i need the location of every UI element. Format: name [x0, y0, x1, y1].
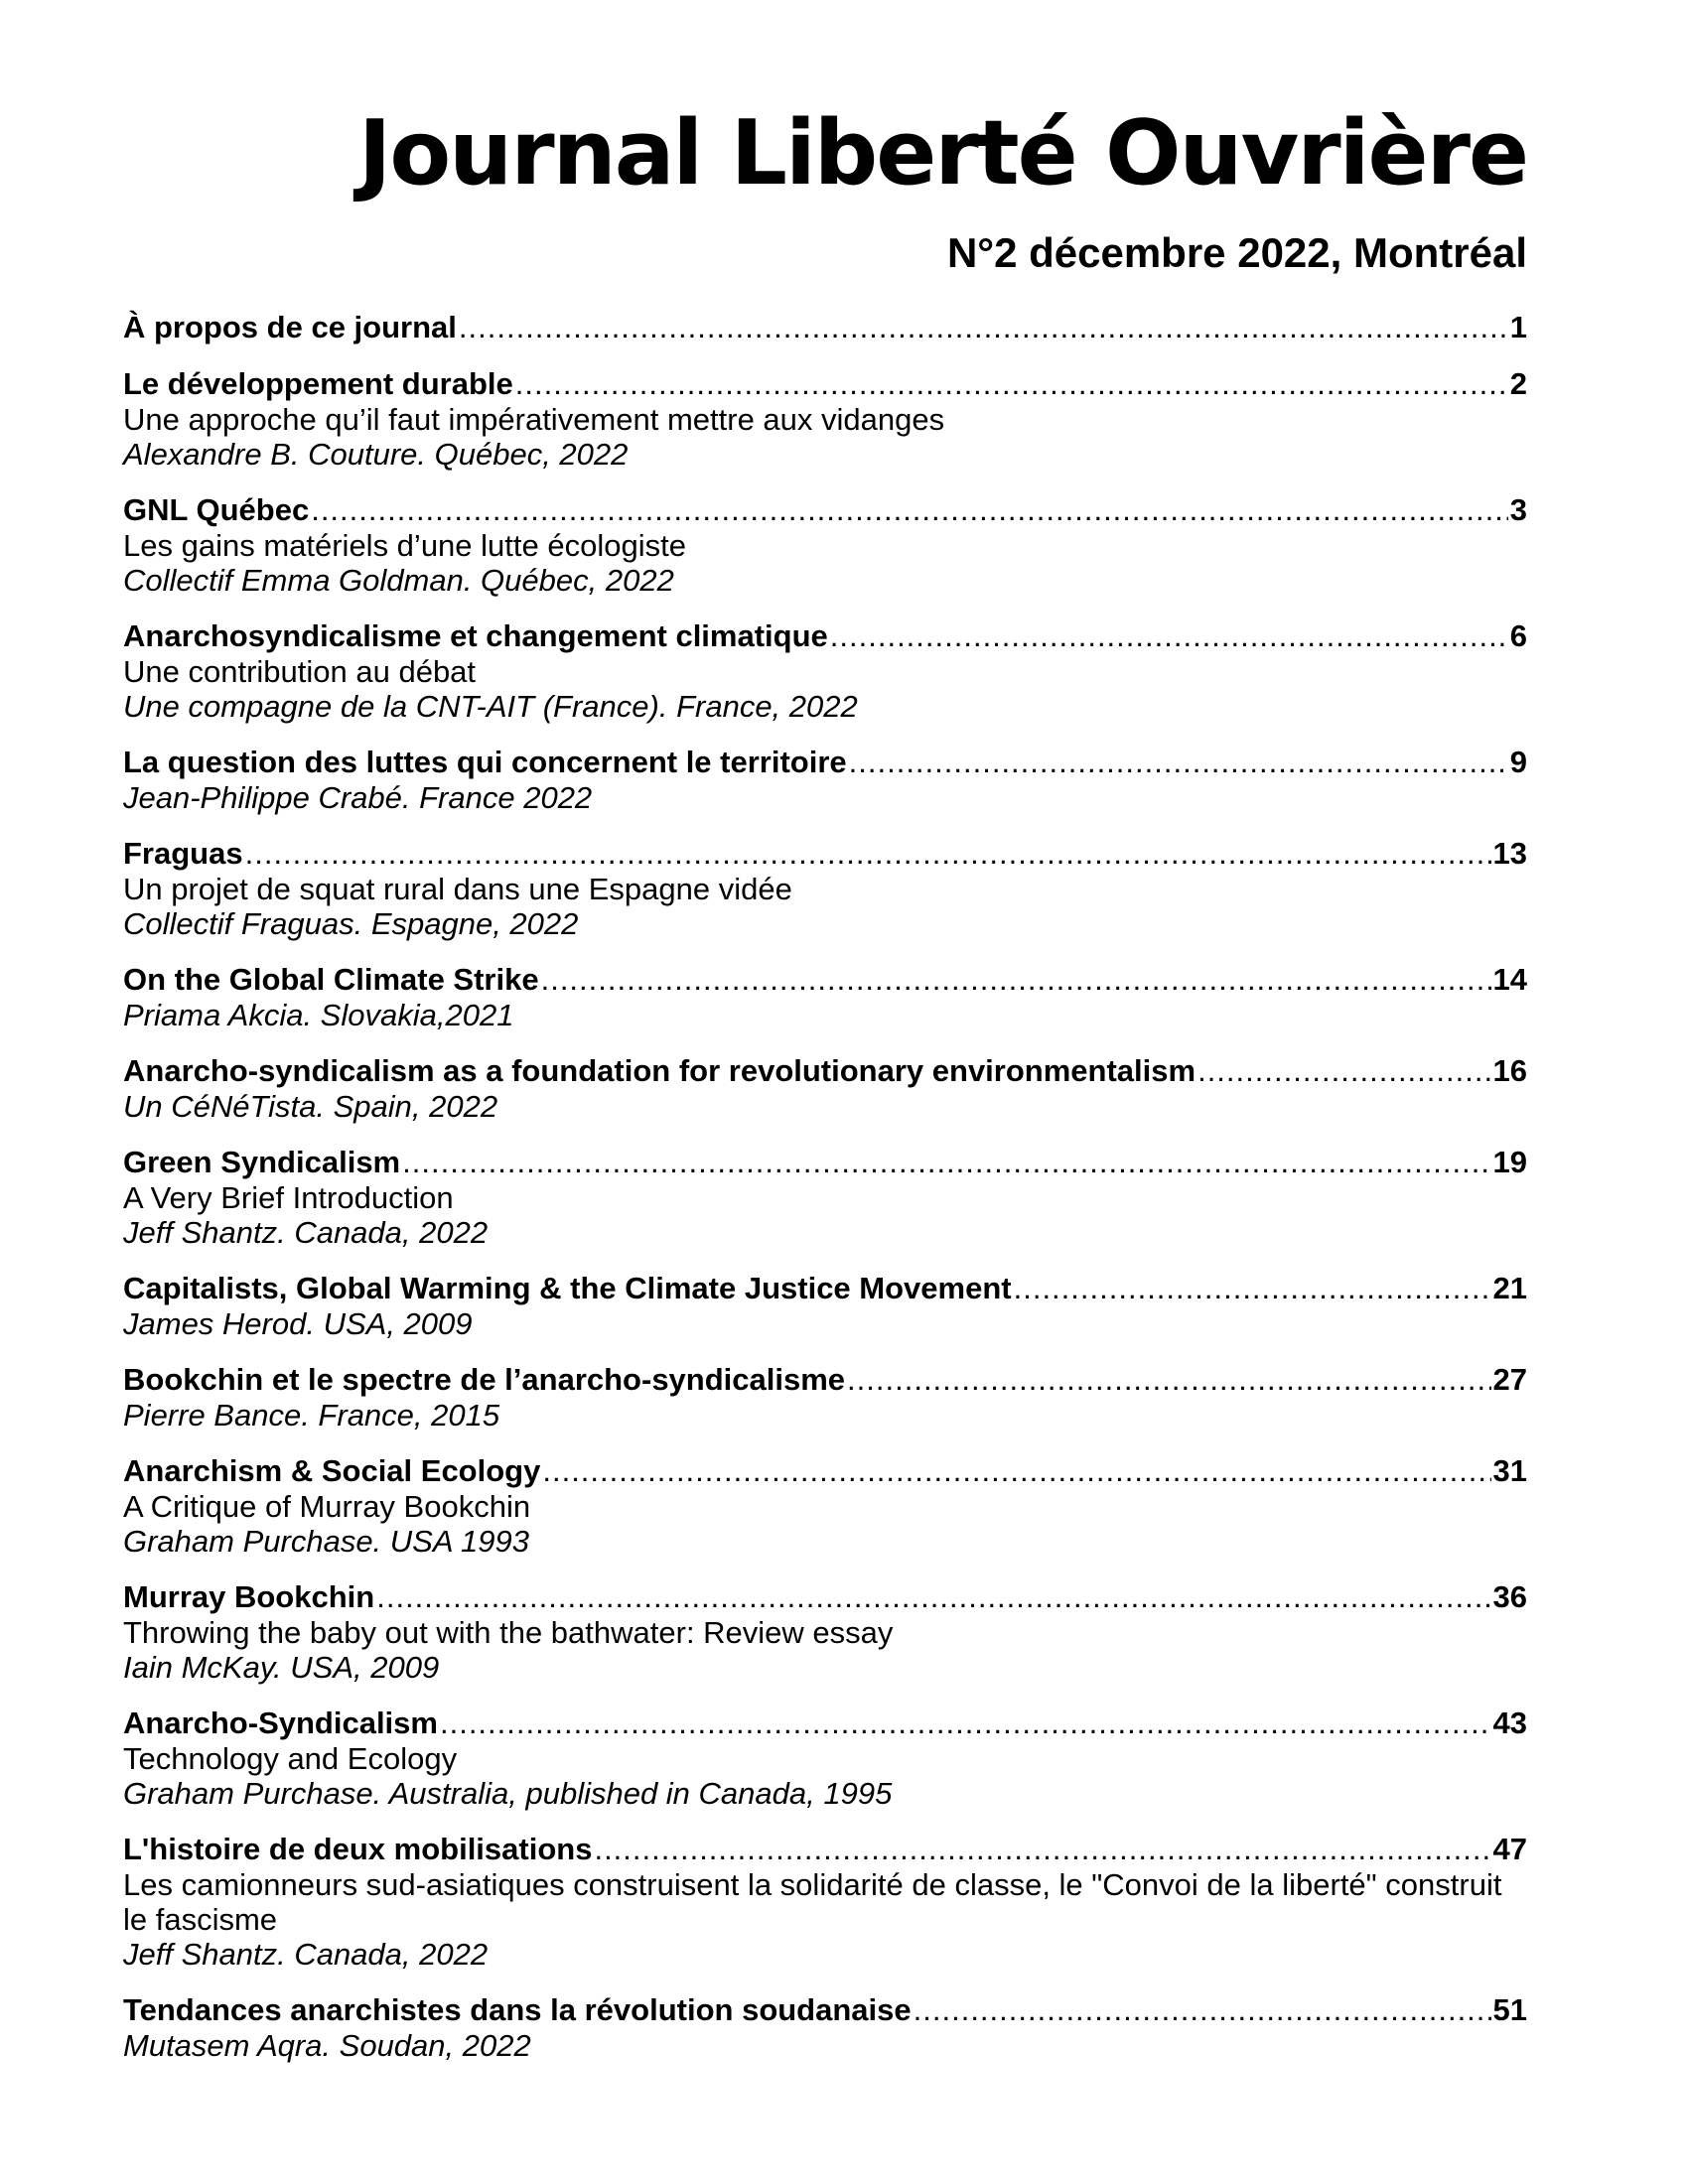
- toc-entry: [123, 1145, 1527, 1250]
- toc-entry-heading: [123, 1579, 1527, 1615]
- table-of-contents: [123, 310, 1527, 2063]
- toc-entry-page-number: 3: [1509, 492, 1527, 527]
- dot-leader: [914, 1992, 1491, 2028]
- toc-entry-author: Un CéNéTista. Spain, 2022: [123, 1089, 498, 1124]
- dot-leader: [541, 962, 1491, 998]
- toc-entry-subtitle: A Critique of Murray Bookchin: [123, 1489, 531, 1524]
- toc-entry: [123, 618, 1527, 724]
- toc-entry-page-number: 16: [1492, 1053, 1527, 1088]
- toc-entry-heading: [123, 310, 1527, 345]
- toc-entry-heading: [123, 836, 1527, 872]
- toc-entry-heading: [123, 492, 1527, 528]
- toc-entry-heading: [123, 1992, 1527, 2028]
- toc-entry-title: Le développement durable: [123, 366, 513, 401]
- toc-entry-title: GNL Québec: [123, 492, 310, 527]
- toc-entry-title: On the Global Climate Strike: [123, 962, 539, 997]
- toc-entry: [123, 1362, 1527, 1433]
- toc-entry-heading: [123, 1706, 1527, 1741]
- toc-entry-heading: [123, 1832, 1527, 1867]
- toc-entry-heading: [123, 745, 1527, 780]
- toc-entry: [123, 492, 1527, 598]
- toc-entry-author: Collectif Emma Goldman. Québec, 2022: [123, 563, 674, 598]
- toc-entry-author: Graham Purchase. Australia, published in Canada, 1995: [123, 1776, 893, 1811]
- toc-entry: [123, 962, 1527, 1032]
- toc-entry-heading: [123, 962, 1527, 998]
- dot-leader: [245, 836, 1491, 872]
- dot-leader: [402, 1145, 1490, 1180]
- toc-entry: [123, 745, 1527, 815]
- toc-entry-page-number: 2: [1509, 366, 1527, 401]
- toc-entry-page-number: 27: [1492, 1362, 1527, 1397]
- dot-leader: [515, 366, 1508, 402]
- toc-entry-subtitle: A Very Brief Introduction: [123, 1180, 454, 1215]
- issue-line: N°2 décembre 2022, Montréal: [946, 229, 1527, 276]
- toc-entry: [123, 1706, 1527, 1811]
- document-page: [123, 99, 1527, 2084]
- toc-entry-title: Anarchosyndicalisme et changement climatique: [123, 618, 828, 653]
- toc-entry: [123, 1271, 1527, 1341]
- toc-entry: [123, 1579, 1527, 1685]
- toc-entry-subtitle: Les camionneurs sud-asiatiques construisent la solidarité de classe, le "Convoi de la liberté" construit le fascisme: [123, 1867, 1502, 1937]
- toc-entry: [123, 1832, 1527, 1972]
- toc-entry-author: Jeff Shantz. Canada, 2022: [123, 1215, 489, 1250]
- toc-entry-title: Anarcho-syndicalism as a foundation for revolutionary environmentalism: [123, 1053, 1196, 1088]
- toc-entry-heading: [123, 1453, 1527, 1489]
- toc-entry-title: L'histoire de deux mobilisations: [123, 1832, 593, 1866]
- toc-entry-subtitle: Une approche qu’il faut impérativement mettre aux vidanges: [123, 402, 945, 437]
- toc-entry-page-number: 31: [1492, 1453, 1527, 1488]
- toc-entry-page-number: 47: [1492, 1832, 1527, 1866]
- toc-entry-heading: [123, 618, 1527, 654]
- toc-entry-subtitle: Une contribution au débat: [123, 654, 477, 689]
- toc-entry-subtitle: Throwing the baby out with the bathwater: Review essay: [123, 1615, 894, 1650]
- toc-entry-page-number: 14: [1492, 962, 1527, 997]
- toc-entry-page-number: 19: [1492, 1145, 1527, 1179]
- toc-entry-heading: [123, 1271, 1527, 1306]
- toc-entry-heading: [123, 1362, 1527, 1398]
- toc-entry: [123, 836, 1527, 941]
- toc-entry-author: Iain McKay. USA, 2009: [123, 1650, 440, 1685]
- dot-leader: [376, 1579, 1490, 1615]
- toc-entry-heading: [123, 1053, 1527, 1089]
- dot-leader: [542, 1453, 1490, 1489]
- toc-entry-title: Green Syndicalism: [123, 1145, 401, 1179]
- toc-entry-page-number: 9: [1509, 745, 1527, 779]
- dot-leader: [830, 618, 1508, 654]
- toc-entry: [123, 1053, 1527, 1124]
- toc-entry-page-number: 1: [1509, 310, 1527, 344]
- toc-entry-title: Bookchin et le spectre de l’anarcho-syndicalisme: [123, 1362, 846, 1397]
- toc-entry-subtitle: Les gains matériels d’une lutte écologiste: [123, 528, 686, 563]
- dot-leader: [849, 745, 1508, 780]
- toc-entry-page-number: 36: [1492, 1579, 1527, 1614]
- toc-entry-author: Une compagne de la CNT-AIT (France). France, 2022: [123, 689, 858, 724]
- toc-entry-author: Mutasem Aqra. Soudan, 2022: [123, 2028, 531, 2063]
- toc-entry-author: Priama Akcia. Slovakia,2021: [123, 998, 514, 1032]
- toc-entry-heading: [123, 366, 1527, 402]
- journal-title: Journal Liberté Ouvrière: [357, 101, 1527, 205]
- toc-entry-author: Alexandre B. Couture. Québec, 2022: [123, 437, 629, 472]
- toc-entry-page-number: 6: [1509, 618, 1527, 653]
- toc-entry: [123, 1992, 1527, 2063]
- toc-entry-page-number: 13: [1492, 836, 1527, 871]
- toc-entry-title: Murray Bookchin: [123, 1579, 375, 1614]
- toc-entry-subtitle: Technology and Ecology: [123, 1741, 458, 1776]
- toc-entry-title: À propos de ce journal: [123, 310, 457, 344]
- dot-leader: [594, 1832, 1490, 1867]
- toc-entry-heading: [123, 1145, 1527, 1180]
- dot-leader: [440, 1706, 1491, 1741]
- toc-entry-author: Collectif Fraguas. Espagne, 2022: [123, 906, 579, 941]
- toc-entry-subtitle: Un projet de squat rural dans une Espagne vidée: [123, 872, 792, 906]
- toc-entry-title: Tendances anarchistes dans la révolution soudanaise: [123, 1992, 912, 2027]
- toc-entry-author: Jean-Philippe Crabé. France 2022: [123, 780, 593, 815]
- dot-leader: [1197, 1053, 1490, 1089]
- toc-entry-author: James Herod. USA, 2009: [123, 1306, 473, 1341]
- dot-leader: [459, 310, 1508, 345]
- toc-entry-author: Jeff Shantz. Canada, 2022: [123, 1937, 489, 1972]
- toc-entry-author: Graham Purchase. USA 1993: [123, 1524, 529, 1559]
- toc-entry-title: La question des luttes qui concernent le territoire: [123, 745, 847, 779]
- dot-leader: [1014, 1271, 1491, 1306]
- toc-entry: [123, 310, 1527, 345]
- toc-entry-author: Pierre Bance. France, 2015: [123, 1398, 500, 1433]
- toc-entry-title: Fraguas: [123, 836, 243, 871]
- toc-entry: [123, 1453, 1527, 1559]
- toc-entry: [123, 366, 1527, 472]
- dot-leader: [847, 1362, 1490, 1398]
- toc-entry-title: Anarchism & Social Ecology: [123, 1453, 541, 1488]
- toc-entry-page-number: 51: [1492, 1992, 1527, 2027]
- dot-leader: [311, 492, 1508, 528]
- toc-entry-page-number: 21: [1492, 1271, 1527, 1305]
- toc-entry-title: Capitalists, Global Warming & the Climate Justice Movement: [123, 1271, 1012, 1305]
- toc-entry-page-number: 43: [1492, 1706, 1527, 1740]
- toc-entry-title: Anarcho-Syndicalism: [123, 1706, 438, 1740]
